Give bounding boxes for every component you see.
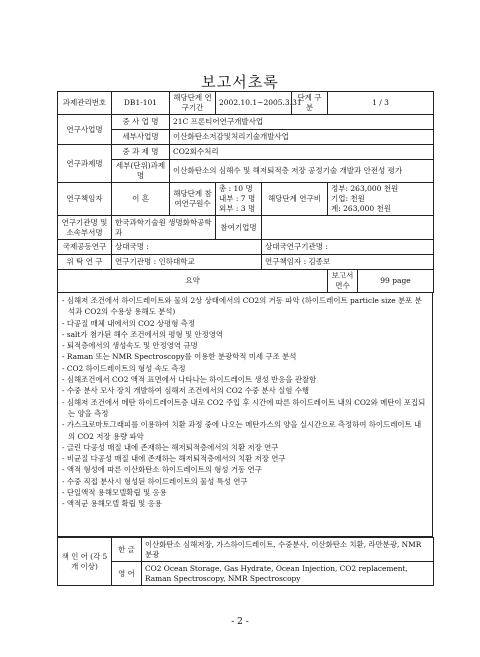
task-no-label: 과제관리번호 <box>58 92 112 115</box>
summary-item: - 단일액적 용해모델확립 및 응용 <box>62 488 167 498</box>
summary-item: - 퇴적층에서의 생성속도 및 안정영역 규명 <box>62 341 198 351</box>
summary-item: - Raman 또는 NMR Spectroscopy를 이용한 분광학적 미세 구조 분석 <box>62 352 297 362</box>
leader-label: 연구책임자 <box>58 183 112 216</box>
count-label: 해당단계 참여연구원수 <box>170 183 216 216</box>
project-main-label: 중 사 업 명 <box>112 115 170 130</box>
cost-label: 해당단계 연구비 <box>262 183 328 216</box>
stage: 1 / 3 <box>328 92 434 115</box>
partner-label: 참여기업명 <box>216 216 262 240</box>
intl-label: 국제공동연구 <box>58 240 112 255</box>
researcher-counts <box>216 183 262 216</box>
cost-gov: 정부: 263,000 천원 <box>331 184 399 193</box>
keywords-ko: 이산화탄소 심해저장, 가스하이드레이트, 수중분사, 이산화탄소 치환, 라만분광, NMR 분광 <box>142 538 434 562</box>
project-sub-label: 세부사업명 <box>112 130 170 145</box>
project-label: 연구사업명 <box>58 115 112 145</box>
task-label: 연구과제명 <box>58 145 112 183</box>
task-sub-label: 세부(단위)과제명 <box>112 160 170 183</box>
pages-value: 99 page <box>358 270 434 293</box>
task-no: DB1-101 <box>112 92 170 115</box>
summary-list <box>58 295 432 510</box>
count-internal: 내부 : 7 명 <box>219 194 256 203</box>
intl-org: 상대국연구기관명 : <box>262 240 434 255</box>
summary-item: - 심해조건에서 CO2 액적 표면에서 나타나는 하이드레이트 생성 반응을 관찰함 <box>62 375 317 385</box>
info-table <box>57 91 434 293</box>
project-sub: 이산화탄소저감및처리기술개발사업 <box>170 130 434 145</box>
summary-item: - 다공질 매체 내에서의 CO2 상평형 측정 <box>62 318 195 328</box>
keywords-ko-label: 한 글 <box>112 538 142 562</box>
summary-item: - 수중 직접 분사시 형성된 하이드레이트의 물성 특성 연구 <box>62 476 248 486</box>
cost-company: 기업: 천원 <box>331 194 365 203</box>
summary-item: - 비균질 다공성 매질 내에 존재하는 해저퇴적층에서의 치환 저장 연구 <box>62 454 286 464</box>
count-external: 외부 : 3 명 <box>219 204 256 213</box>
summary-item: - 심해저 조건에서 하이드레이트와 물의 2상 상태에서의 CO2의 거동 파악 (하이드레이트 particle size 분포 분석과 CO2의 수용상 용해도 분석) <box>62 296 422 317</box>
keywords-table <box>57 537 434 586</box>
report-title: 보고서초록 <box>201 73 279 91</box>
summary-item: - 가스크로마토그래피를 이용하여 치환 과정 중에 나오는 메탄가스의 양을 실시간으로 측정하여 하이드레이트 내의 CO2 저장 용량 파악 <box>62 420 422 441</box>
count-total: 총 : 10 명 <box>219 184 253 193</box>
summary-item: - 심해저 조건에서 메탄 하이드레이트층 내로 CO2 주입 후 시간에 따른 하이드레이트 내의 CO2와 메탄이 포집되는 양을 측정 <box>62 397 426 418</box>
keywords-en: CO2 Ocean Storage, Gas Hydrate, Ocean Injection, CO2 replacement, Raman Spectroscopy, NMR Spectroscopy <box>142 562 434 586</box>
summary-item: - 수중 분사 모사 장치 개발하여 심해저 조건에서의 CO2 수중 분사 실험 수행 <box>62 386 310 396</box>
project-main: 21C 프론티어연구개발사업 <box>170 115 434 130</box>
research-costs <box>328 183 434 216</box>
institution-label: 연구기관명 및 소속부서명 <box>58 216 112 240</box>
stage-label: 단계 구분 <box>292 92 328 115</box>
consign-org: 연구기관명 : 인하대학교 <box>112 255 262 270</box>
intl-country: 상대국명 : <box>112 240 262 255</box>
leader-name: 이 흔 <box>112 183 170 216</box>
task-main: CO2회수처리 <box>170 145 434 160</box>
summary-label: 요약 <box>58 270 328 293</box>
consign-leader: 연구책임자 : 김종보 <box>262 255 434 270</box>
task-sub: 이산화탄소의 심해수 및 해저퇴적층 저장 공정기술 개발과 안전성 평가 <box>170 160 434 183</box>
summary-item: - 액적 형성에 따른 이산화탄소 하이드레이트의 형성 거동 연구 <box>62 465 262 475</box>
period: 2002.10.1~2005.3.31 <box>216 92 292 115</box>
partner-name <box>262 216 434 240</box>
summary-item: - CO2 하이드레이트의 형성 속도 측정 <box>62 363 186 373</box>
task-main-label: 중 과 제 명 <box>112 145 170 160</box>
summary-body <box>57 292 433 537</box>
institution-name: 한국과학기술원 생명화학공학과 <box>112 216 216 240</box>
consign-label: 위 탁 연 구 <box>58 255 112 270</box>
keywords-en-label: 영 어 <box>112 562 142 586</box>
keywords-label: 색 인 어 (각 5개 이상) <box>58 538 112 586</box>
period-label: 해당단계 연구기간 <box>170 92 216 115</box>
summary-item: - 글린 다공성 매질 내에 존재하는 해저퇴적층에서의 치환 저장 연구 <box>62 442 279 452</box>
cost-sum: 계: 263,000 천원 <box>331 204 392 213</box>
page-number: - 2 - <box>231 617 249 627</box>
summary-item: - salt가 첨가된 해수 조건에서의 평형 및 안정영역 <box>62 329 223 339</box>
pages-label: 보고서 면수 <box>328 270 358 293</box>
summary-item: - 액적군 용해모델 확립 및 응용 <box>62 499 162 509</box>
